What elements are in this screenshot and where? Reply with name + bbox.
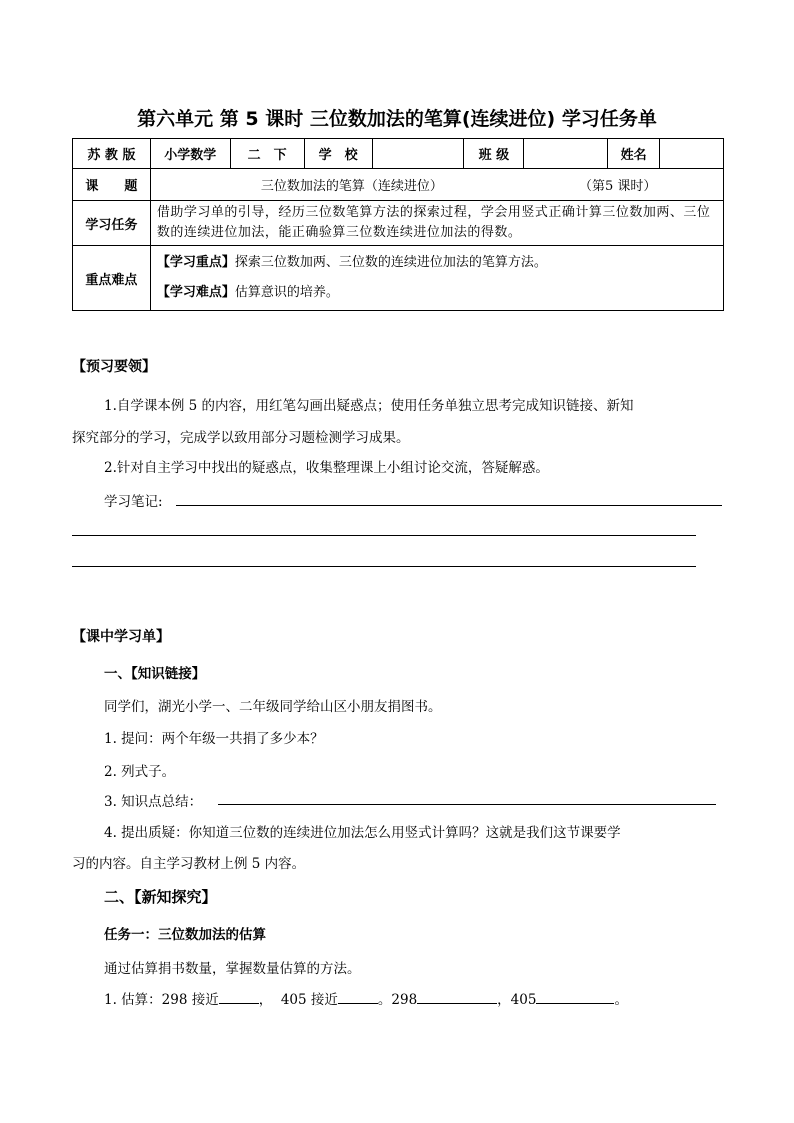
estimation-a-label: 298 接近: [161, 992, 219, 1008]
task1-heading: 任务一：三位数加法的估算: [104, 927, 266, 943]
topic-cell: [150, 169, 723, 201]
preview-heading: 【预习要领】: [72, 359, 156, 375]
key-text: 探索三位数加两、三位数的连续进位加法的笔算方法。: [234, 255, 547, 270]
estimation-prefix: 1. 估算：: [104, 992, 162, 1008]
task1-intro: 通过估算捐书数量，掌握数量估算的方法。: [104, 961, 361, 977]
notes-line[interactable]: [72, 566, 696, 567]
question-4-line1: 4. 提出质疑：你知道三位数的连续进位加法怎么用竖式计算吗？这就是我们这节课要学: [104, 825, 621, 841]
notes-line[interactable]: [176, 505, 722, 506]
task-text: 借助学习单的引导，经历三位数笔算方法的探索过程，学会用竖式正确计算三位数加两、三位数的连续进位加法，能正确验算三位数连续进位加法的得数。: [150, 201, 723, 246]
summary-line[interactable]: [218, 804, 716, 805]
class-field[interactable]: [524, 139, 608, 169]
publisher-label: 苏 教 版: [73, 139, 151, 169]
key-tag: 【学习重点】: [156, 255, 235, 270]
table-row: [73, 201, 724, 246]
preview-item2: 2.针对自主学习中找出的疑惑点，收集整理课上小组讨论交流，答疑解惑。: [104, 460, 549, 476]
inclass-heading: 【课中学习单】: [72, 629, 170, 645]
school-field[interactable]: [372, 139, 464, 169]
key-difficult-cell: [150, 246, 723, 311]
info-table: [72, 138, 724, 311]
page-title: 第六单元 第 5 课时 三位数加法的笔算(连续进位) 学习任务单: [137, 108, 657, 130]
answer-blank[interactable]: [219, 989, 259, 1004]
estimation-comma: ，: [497, 992, 511, 1008]
question-2: 2. 列式子。: [104, 764, 176, 780]
question-4-line2: 习的内容。自主学习教材上例 5 内容。: [72, 856, 306, 872]
answer-blank[interactable]: [338, 989, 378, 1004]
task-label: 学习任务: [73, 201, 151, 246]
estimation-d-label: 405: [510, 992, 537, 1008]
section1-heading: 一、【知识链接】: [104, 666, 206, 682]
table-row: [73, 169, 724, 201]
difficulty-text: 估算意识的培养。: [234, 285, 339, 300]
notes-label: 学习笔记:: [104, 494, 163, 510]
difficulty-tag: 【学习难点】: [156, 285, 235, 300]
estimation-dot: 。: [377, 992, 392, 1008]
table-row: [73, 139, 724, 169]
subject-value: 小学数学: [150, 139, 230, 169]
grade-value: 二 下: [230, 139, 304, 169]
knowledge-intro: 同学们，湖光小学一、二年级同学给山区小朋友捐图书。: [104, 699, 442, 715]
question-1: 1. 提问：两个年级一共捐了多少本？: [104, 731, 324, 747]
name-field[interactable]: [660, 139, 724, 169]
section2-heading: 二、【新知探究】: [104, 888, 217, 906]
table-row: [73, 246, 724, 311]
estimation-end: 。: [614, 992, 628, 1008]
estimation-line: [104, 988, 628, 1008]
estimation-comma: ，: [258, 992, 273, 1008]
estimation-c-label: 298: [391, 992, 418, 1008]
preview-item1-line1: 1.自学课本例 5 的内容，用红笔勾画出疑惑点；使用任务单独立思考完成知识链接、新知: [104, 398, 634, 414]
estimation-b-label: 405 接近: [280, 992, 338, 1008]
notes-line[interactable]: [72, 535, 696, 536]
preview-item1-line2: 探究部分的学习，完成学以致用部分习题检测学习成果。: [72, 430, 410, 446]
answer-blank[interactable]: [536, 989, 614, 1004]
topic-label: 课 题: [73, 169, 151, 201]
name-label: 姓名: [608, 139, 660, 169]
answer-blank[interactable]: [417, 989, 497, 1004]
class-label: 班 级: [464, 139, 524, 169]
question-3: 3. 知识点总结：: [104, 794, 203, 810]
period-text: （第5 课时）: [579, 179, 657, 194]
topic-text: 三位数加法的笔算（连续进位）: [260, 179, 443, 194]
key-difficult-label: 重点难点: [73, 246, 151, 311]
school-label: 学 校: [304, 139, 372, 169]
